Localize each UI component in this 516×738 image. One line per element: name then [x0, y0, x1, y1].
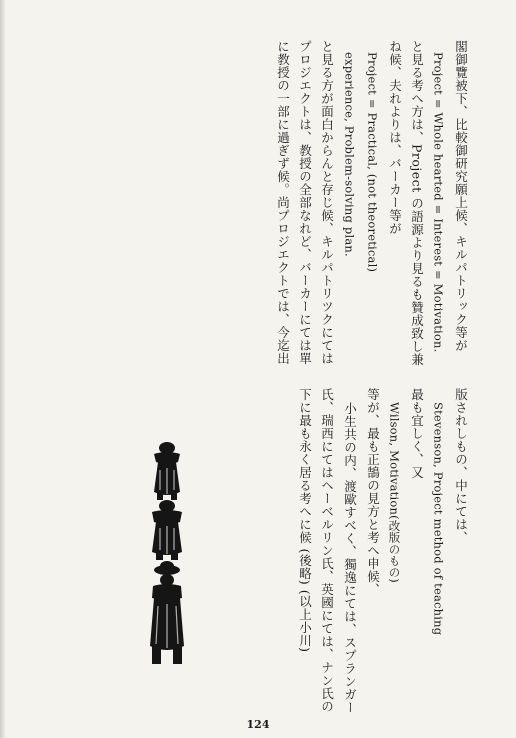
lower-column-6: 小生共の内、渡歐すべく、獨逸にては、スプランガー [342, 402, 358, 714]
standing-figures-illustration [138, 440, 196, 670]
lower-column-3: 最も宜しく、又 [409, 388, 425, 479]
upper-column-7: と見る方が面白からんと存じ候、キルパトリツクにては [319, 40, 335, 365]
lower-column-7: 氏、瑞西にてはヘーベルリン氏、英國にては、ナン氏の [319, 388, 335, 713]
upper-column-8: プロジエクトは、教授の全部なれど、バーカーにては單 [297, 40, 313, 365]
lower-column-4: Wilson, Motivation(改版のもの) [387, 402, 402, 583]
upper-column-1: 閣御覽被下、比較御研究願上候、キルパトリック等が [453, 40, 469, 352]
upper-column-6: experience, Problem-solving plan. [342, 52, 357, 257]
upper-column-5: Project = Practical, (not theoretical) [365, 52, 380, 273]
lower-column-5: 等が、最も正鵠の見方と考へ申候、 [365, 388, 381, 596]
upper-column-4: ね候、夫れよりは、バーカー等が [387, 40, 403, 235]
page-edge-shadow [0, 0, 6, 738]
lower-column-2: Stevenson, Project method of teaching [431, 402, 446, 636]
upper-column-3: と見る考へ方は、Project の語源より見るも贊成致し兼 [409, 40, 425, 367]
lower-column-1: 版されしもの、中にては、 [453, 388, 469, 544]
upper-column-9: に教授の一部に過ぎず候。尚プロジエクトでは、今迄出 [275, 40, 291, 365]
page-number: 124 [246, 718, 270, 731]
upper-column-2: Project = Whole hearted = Interest = Motivation. [431, 52, 446, 353]
lower-column-8: 下に最も永く居る考へに候 (後略) (以上小川) [297, 388, 313, 653]
